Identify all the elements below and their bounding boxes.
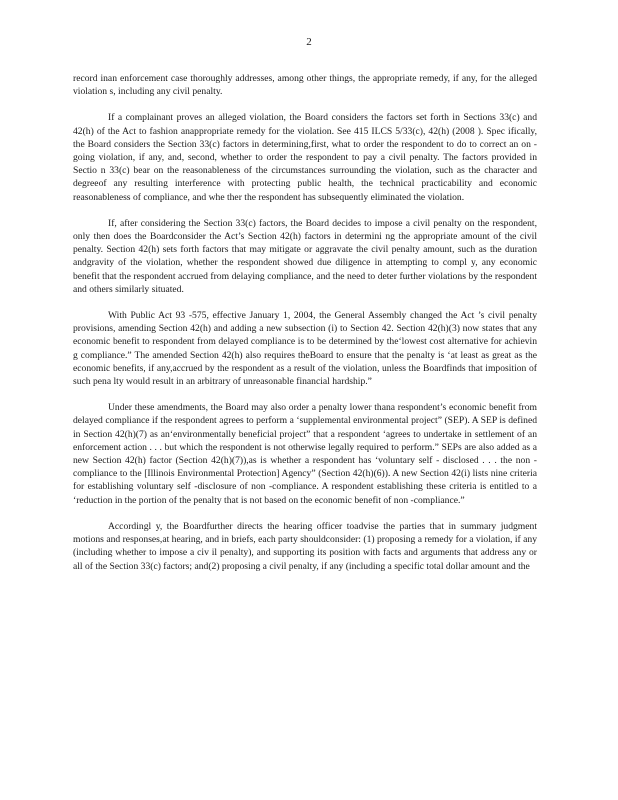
paragraph-civil-penalty-factors: If, after considering the Section 33(c) factors, the Board decides to impose a civil penalty on the respondent, only then does the Boardconsider the Act’s Section 42(h) factors in determini ng the appropriate amount of the civil penalty. Section 42(h) sets forth factors that may mitigate or aggravate the civil penalty amount, such as the duration andgravity of the violation, whether the respondent showed due diligence in attempting to compl y, any economic benefit that the respondent accrued from delaying compliance, and the need to deter further violations by the respondent and others similarly situated.	[73, 217, 537, 295]
paragraph-sep-amendments: Under these amendments, the Board may also order a penalty lower thana respondent’s economic benefit from delayed compliance if the respondent agrees to perform a ‘supplemental environmental project” (SEP). A SEP is defined in Section 42(h)(7) as an‘environmentally beneficial project” that a respondent ‘agrees to undertake in settlement of an enforcement action . . . but which the respondent is not otherwise legally required to perform.” SEPs are also added as a new Section 42(h) factor (Section 42(h)(7)),as is whether a respondent has ‘voluntary self - disclosed . . . the non -compliance to the [Illinois Environmental Protection] Agency” (Section 42(h)(6)). A new Section 42(i) lists nine criteria for establishing voluntary self -disclosure of non -compliance. A respondent establishing these criteria is entitled to a ‘reduction in the portion of the penalty that is not based on the economic benefit of non -compliance.”	[73, 402, 537, 506]
page-number: 2	[306, 36, 312, 48]
document-body	[73, 72, 537, 573]
paragraph-remedy-factors: If a complainant proves an alleged violation, the Board considers the factors set forth in Sections 33(c) and 42(h) of the Act to fashion anappropriate remedy for the violation. See 415 ILCS 5/33(c), 42(h) (2008 ). Spec ifically, the Board considers the Section 33(c) factors in determining,first, what to order the respondent to do to correct an on -going violation, if any, and, second, whether to order the respondent to pay a civil penalty. The factors provided in Sectio n 33(c) bear on the reasonableness of the circumstances surrounding the violation, such as the character and degreeof any resulting interference with protecting public health, the technical practicability and economic reasonableness of compliance, and whe ther the respondent has subsequently eliminated the violation.	[73, 112, 537, 203]
paragraph-continuation: record inan enforcement case thoroughly addresses, among other things, the appropriate remedy, if any, for the alleged violation s, including any civil penalty.	[73, 73, 537, 98]
paragraph-hearing-directions: Accordingl y, the Boardfurther directs the hearing officer toadvise the parties that in summary judgment motions and responses,at hearing, and in briefs, each party shouldconsider: (1) proposing a remedy for a violation, if any (including whether to impose a civ il penalty), and supporting its position with facts and arguments that address any or all of the Section 33(c) factors; and(2) proposing a civil penalty, if any (including a specific total dollar amount and the	[73, 520, 537, 572]
paragraph-public-act: With Public Act 93 -575, effective January 1, 2004, the General Assembly changed the Act ’s civil penalty provisions, amending Section 42(h) and adding a new subsection (i) to Section 42. Section 42(h)(3) now states that any economic benefit to respondent from delayed compliance is to be determined by the‘lowest cost alternative for achievin g compliance.” The amended Section 42(h) also requires theBoard to ensure that the penalty is ‘at least as great as the economic benefits, if any,accrued by the respondent as a result of the violation, unless the Boardfinds that imposition of such pena lty would result in an arbitrary of unreasonable financial hardship.”	[73, 310, 537, 388]
